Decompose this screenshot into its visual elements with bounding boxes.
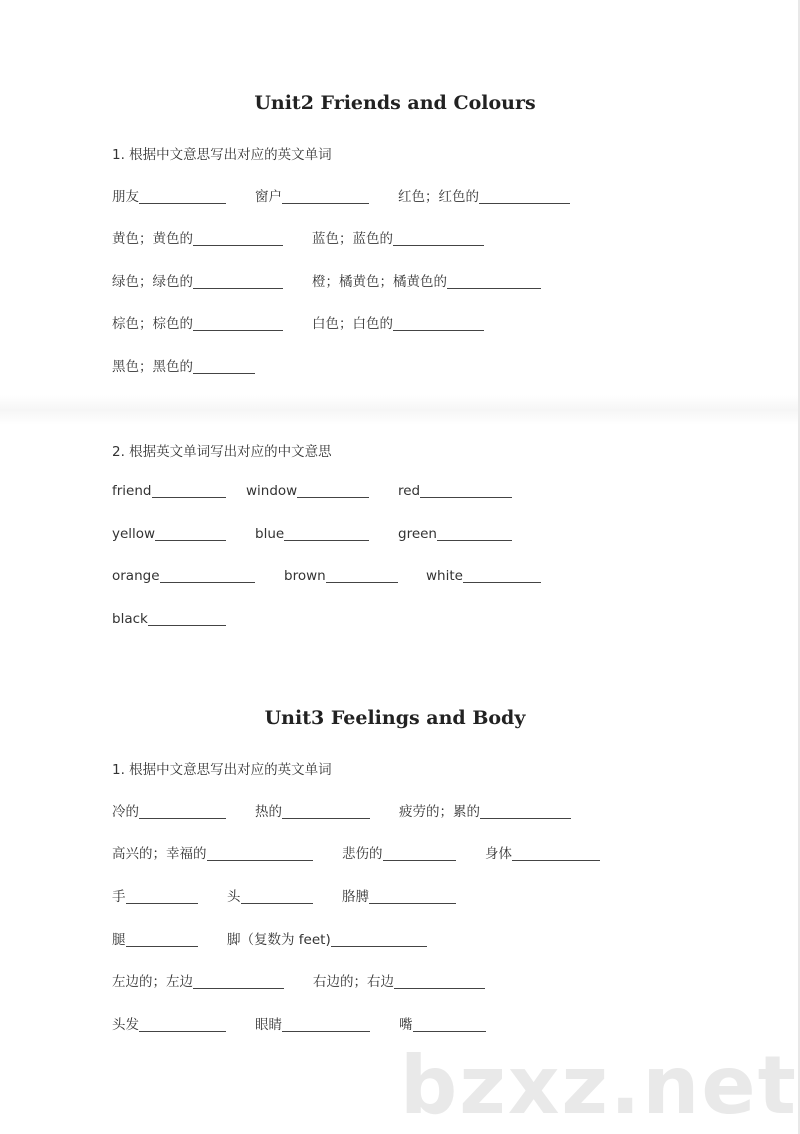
fill-in-item bbox=[485, 842, 600, 862]
fill-in-item bbox=[112, 526, 226, 542]
item-label: 黑色；黑色的 bbox=[112, 359, 193, 375]
answer-blank[interactable] bbox=[148, 611, 226, 626]
item-label: 脚（复数为 feet) bbox=[227, 932, 331, 948]
item-label: 身体 bbox=[485, 846, 512, 862]
fill-in-item bbox=[112, 970, 284, 990]
item-label: 橙；橘黄色；橘黄色的 bbox=[312, 274, 447, 290]
answer-blank[interactable] bbox=[139, 804, 226, 819]
answer-blank[interactable] bbox=[282, 1017, 370, 1032]
answer-blank[interactable] bbox=[282, 804, 370, 819]
fill-in-item bbox=[399, 800, 571, 820]
item-label: 头 bbox=[227, 889, 241, 905]
fill-in-item bbox=[312, 270, 541, 290]
item-label: 右边的；右边 bbox=[313, 974, 394, 990]
answer-blank[interactable] bbox=[393, 316, 484, 331]
unit2-title: Unit2 Friends and Colours bbox=[254, 92, 536, 114]
answer-blank[interactable] bbox=[393, 231, 484, 246]
item-label: white bbox=[426, 568, 463, 584]
fill-in-item bbox=[112, 270, 283, 290]
answer-blank[interactable] bbox=[241, 889, 314, 904]
item-label: 眼睛 bbox=[255, 1017, 282, 1033]
answer-blank[interactable] bbox=[193, 359, 255, 374]
answer-blank[interactable] bbox=[463, 568, 541, 583]
fill-in-item bbox=[312, 312, 484, 332]
fill-in-item bbox=[112, 185, 226, 205]
fill-in-item bbox=[342, 885, 456, 905]
fill-in-item bbox=[112, 312, 283, 332]
answer-blank[interactable] bbox=[126, 889, 199, 904]
answer-blank[interactable] bbox=[512, 846, 600, 861]
item-label: brown bbox=[284, 568, 326, 584]
item-label: 胳膊 bbox=[342, 889, 369, 905]
answer-blank[interactable] bbox=[331, 932, 427, 947]
item-label: blue bbox=[255, 526, 285, 542]
item-label: 热的 bbox=[255, 804, 282, 820]
fill-in-item bbox=[246, 483, 369, 499]
answer-blank[interactable] bbox=[480, 804, 571, 819]
fill-in-item bbox=[227, 928, 427, 948]
answer-blank[interactable] bbox=[139, 189, 226, 204]
fill-in-item bbox=[342, 842, 456, 862]
fill-in-item bbox=[255, 800, 370, 820]
answer-blank[interactable] bbox=[193, 974, 284, 989]
answer-blank[interactable] bbox=[284, 526, 369, 541]
answer-blank[interactable] bbox=[193, 274, 283, 289]
answer-blank[interactable] bbox=[437, 526, 512, 541]
item-label: friend bbox=[112, 483, 152, 499]
fill-in-item bbox=[112, 483, 226, 499]
fill-in-item bbox=[112, 355, 255, 375]
item-label: 白色；白色的 bbox=[312, 316, 393, 332]
answer-blank[interactable] bbox=[155, 526, 226, 541]
fill-in-item bbox=[255, 185, 369, 205]
item-label: 红色；红色的 bbox=[398, 189, 479, 205]
unit2-question-2: 2. 根据英文单词写出对应的中文意思 bbox=[112, 444, 332, 460]
item-label: 朋友 bbox=[112, 189, 139, 205]
item-label: 手 bbox=[112, 889, 126, 905]
answer-blank[interactable] bbox=[413, 1017, 487, 1032]
fill-in-item bbox=[399, 1013, 486, 1033]
answer-blank[interactable] bbox=[383, 846, 457, 861]
item-label: 腿 bbox=[112, 932, 126, 948]
answer-blank[interactable] bbox=[297, 483, 369, 498]
unit3-question-1: 1. 根据中文意思写出对应的英文单词 bbox=[112, 762, 332, 778]
answer-blank[interactable] bbox=[282, 189, 369, 204]
fill-in-item bbox=[398, 185, 570, 205]
fill-in-item bbox=[112, 227, 283, 247]
unit2-question-1: 1. 根据中文意思写出对应的英文单词 bbox=[112, 147, 332, 163]
item-label: 疲劳的；累的 bbox=[399, 804, 480, 820]
item-label: 蓝色；蓝色的 bbox=[312, 231, 393, 247]
fill-in-item bbox=[112, 928, 198, 948]
item-label: window bbox=[246, 483, 298, 499]
fill-in-item bbox=[255, 1013, 370, 1033]
item-label: yellow bbox=[112, 526, 156, 542]
item-label: 冷的 bbox=[112, 804, 139, 820]
item-label: 黄色；黄色的 bbox=[112, 231, 193, 247]
item-label: red bbox=[398, 483, 421, 499]
answer-blank[interactable] bbox=[139, 1017, 226, 1032]
fill-in-item bbox=[112, 800, 226, 820]
fill-in-item bbox=[398, 483, 512, 499]
fill-in-item bbox=[112, 885, 198, 905]
answer-blank[interactable] bbox=[152, 483, 227, 498]
fill-in-item bbox=[112, 842, 313, 862]
page-break-band bbox=[0, 395, 800, 425]
fill-in-item bbox=[313, 970, 485, 990]
answer-blank[interactable] bbox=[369, 889, 456, 904]
fill-in-item bbox=[398, 526, 512, 542]
answer-blank[interactable] bbox=[394, 974, 485, 989]
item-label: 绿色；绿色的 bbox=[112, 274, 193, 290]
fill-in-item bbox=[284, 568, 398, 584]
item-label: orange bbox=[112, 568, 160, 584]
item-label: 嘴 bbox=[399, 1017, 413, 1033]
item-label: 悲伤的 bbox=[342, 846, 383, 862]
fill-in-item bbox=[255, 526, 369, 542]
fill-in-item bbox=[112, 611, 226, 627]
item-label: black bbox=[112, 611, 148, 627]
answer-blank[interactable] bbox=[447, 274, 541, 289]
answer-blank[interactable] bbox=[420, 483, 512, 498]
item-label: 棕色；棕色的 bbox=[112, 316, 193, 332]
answer-blank[interactable] bbox=[126, 932, 199, 947]
answer-blank[interactable] bbox=[326, 568, 398, 583]
answer-blank[interactable] bbox=[479, 189, 570, 204]
item-label: 左边的；左边 bbox=[112, 974, 193, 990]
fill-in-item bbox=[312, 227, 484, 247]
watermark: bzxz.net bbox=[400, 1039, 798, 1132]
item-label: 高兴的；幸福的 bbox=[112, 846, 207, 862]
answer-blank[interactable] bbox=[193, 316, 283, 331]
answer-blank[interactable] bbox=[193, 231, 283, 246]
answer-blank[interactable] bbox=[207, 846, 314, 861]
fill-in-item bbox=[227, 885, 313, 905]
fill-in-item bbox=[426, 568, 541, 584]
fill-in-item bbox=[112, 568, 255, 584]
answer-blank[interactable] bbox=[160, 568, 255, 583]
item-label: 头发 bbox=[112, 1017, 139, 1033]
unit3-title: Unit3 Feelings and Body bbox=[264, 707, 526, 729]
fill-in-item bbox=[112, 1013, 226, 1033]
item-label: 窗户 bbox=[255, 189, 282, 205]
item-label: green bbox=[398, 526, 437, 542]
